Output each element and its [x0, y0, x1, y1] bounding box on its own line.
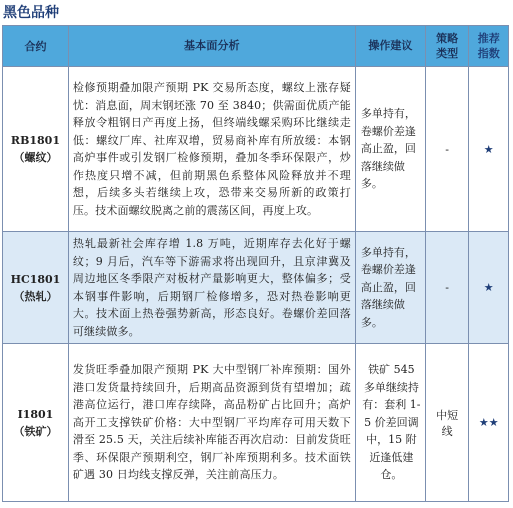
- contract-cell: [3, 344, 69, 502]
- strategy-type-cell: [425, 344, 469, 502]
- header-type-text: 策略类型: [436, 32, 459, 60]
- analysis-cell: 热轧最新社会库存增 1.8 万吨，近期库存去化好于螺纹；9 月后，汽车等下游需求将出现回升，且京津冀及周边地区冬季限产对板材产量影响更大，整体偏多；受本钢事件影响，后期钢厂检修增多，恐对热卷影响更大。技术面上热卷强势新高，形态良好。卷螺价差回落可继续做多。: [68, 232, 355, 344]
- contract-cell: [3, 232, 69, 344]
- advice-cell: 多单持有，卷螺价差逢高止盈，回落继续做多。: [355, 67, 425, 232]
- header-type: [425, 26, 469, 67]
- rating-cell: ★: [469, 232, 509, 344]
- table-row: [3, 67, 509, 232]
- strategy-type-text: 中短线: [436, 408, 459, 438]
- rating-cell: ★: [469, 67, 509, 232]
- table-row: [3, 232, 509, 344]
- header-advice: 操作建议: [355, 26, 425, 67]
- contract-code: I1801: [17, 407, 54, 421]
- section-title: 黑色品种: [3, 5, 59, 21]
- rating-cell: ★★: [469, 344, 509, 502]
- contract-name: （铁矿）: [13, 424, 58, 438]
- analysis-cell: 发货旺季叠加限产预期 PK 大中型钢厂补库预期：国外港口发货量持续回升，后期高品资源到货有望增加；疏港高位运行，港口库存续降，高品粉矿占比回升；高炉高开工支撑铁矿价格：大中型钢厂平均库存可用天数下滑至 25.5 天，关注后续补库能否再次启动：目前发货旺季、环保限产预期利空，钢厂补库预期利多。技术面铁矿遇 30 日均线支撑反弹，关注前高压力。: [68, 344, 355, 502]
- header-rating-text: 推荐指数: [477, 32, 500, 60]
- contract-code: HC1801: [10, 272, 61, 286]
- header-rating: [469, 26, 509, 67]
- header-analysis: 基本面分析: [68, 26, 355, 67]
- analysis-cell: 检修预期叠加限产预期 PK 交易所态度，螺纹上涨存疑忧：消息面，周末钢坯涨 70 至 3840；供需面优质产能释放令粗钢日产再度上扬，但终端线螺采购环比继续走低：螺纹厂库、社库双增，贸易商补库有所放缓：本钢高炉事件或引发钢厂检修预期，叠加冬季环保限产，炒作热度只增不减，但前期黑色系整体风险释放并不理想，后续多头若继续上攻，恐带来交易所新的政策打压。技术面螺纹脱离之前的震荡区间，再度上攻。: [68, 67, 355, 232]
- contract-name: （热轧）: [13, 289, 58, 303]
- advice-cell: 多单持有，卷螺价差逢高止盈，回落继续做多。: [355, 232, 425, 344]
- strategy-type-cell: -: [425, 67, 469, 232]
- strategy-table: [2, 25, 509, 502]
- contract-cell: [3, 67, 69, 232]
- header-contract: 合约: [3, 26, 69, 67]
- advice-cell: 铁矿 545 多单继续持有：套利 1-5 价差回调中，15 附近逢低建仓。: [355, 344, 425, 502]
- table-header-row: [3, 26, 509, 67]
- strategy-type-cell: -: [425, 232, 469, 344]
- contract-name: （螺纹）: [13, 151, 58, 164]
- contract-code: RB1801: [10, 134, 60, 147]
- table-row: [3, 344, 509, 502]
